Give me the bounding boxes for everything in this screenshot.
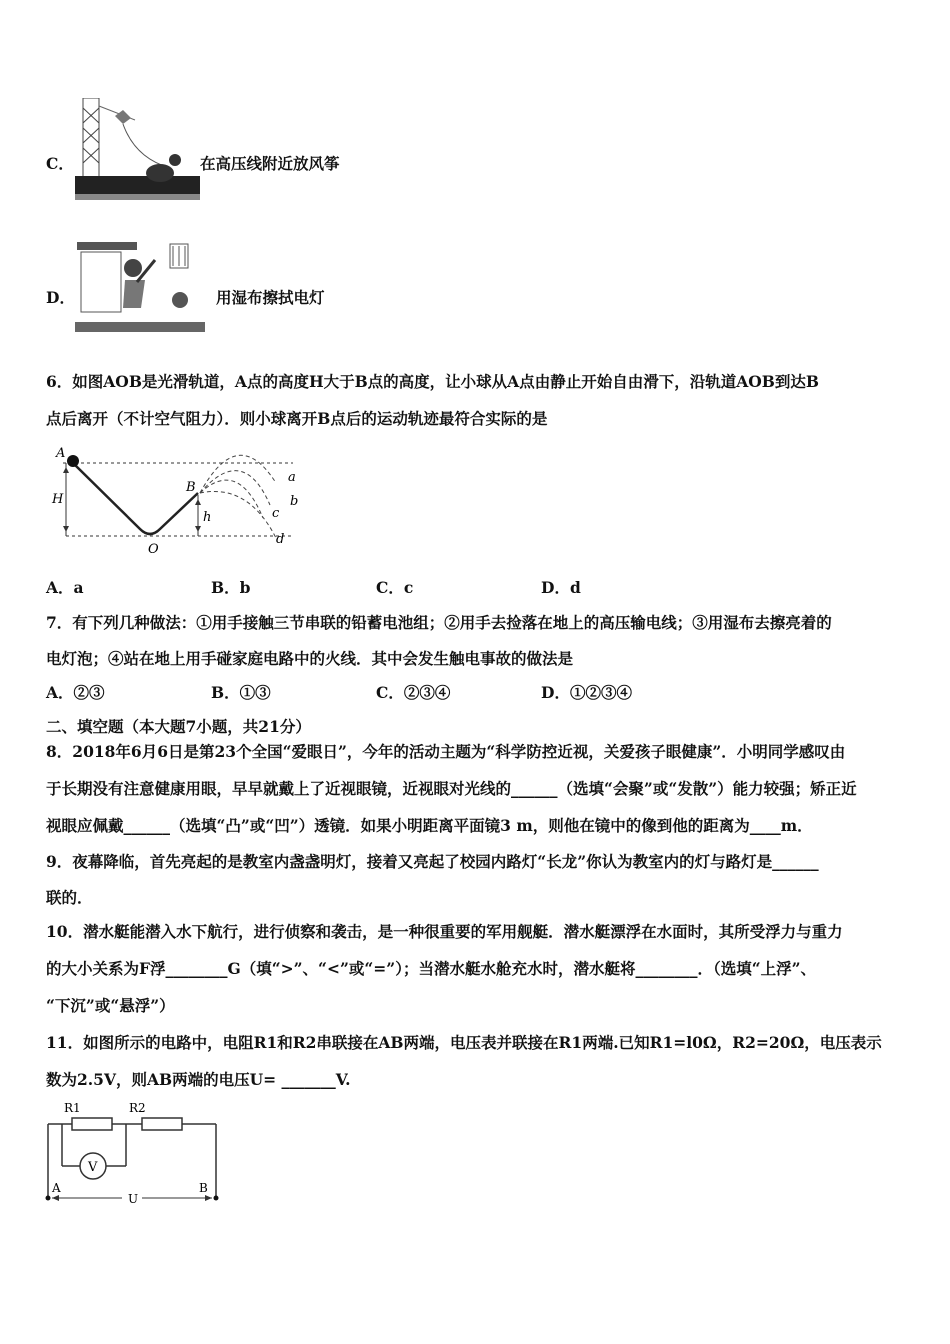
figure-label-curve-c: c: [272, 506, 280, 521]
q6-option-a: A．a: [46, 578, 84, 597]
q7-option-d: D．①②③④: [541, 683, 632, 702]
q8-line1: 8．2018年6月6日是第23个全国“爱眼日”，今年的活动主题为“科学防控近视，关爱孩子眼健康”．小明同学感叹由: [46, 742, 846, 761]
q6-line2: 点后离开（不计空气阻力）．则小球离开B点后的运动轨迹最符合实际的是: [46, 409, 548, 428]
figure-label-a-point: A: [56, 446, 66, 461]
q11-line1: 11．如图所示的电路中，电阻R1和R2串联接在AB两端，电压表并联接在R1两端.已知R1=l0Ω，R2=20Ω，电压表示: [46, 1033, 882, 1052]
q7-option-a: A．②③: [46, 683, 105, 702]
q6-option-c: C．c: [376, 578, 414, 597]
q9-line2: 联的．: [46, 888, 93, 907]
option-d-letter: D．: [46, 288, 75, 307]
section-2-heading: 二、填空题（本大题7小题，共21分）: [46, 717, 311, 736]
circuit-label-r2: R2: [129, 1101, 146, 1115]
q11-line2: 数为2.5V，则AB两端的电压U= _______V.: [46, 1070, 351, 1089]
option-c-text: 在高压线附近放风筝: [200, 154, 340, 173]
circuit-label-r1: R1: [64, 1101, 81, 1115]
circuit-label-v: V: [88, 1160, 98, 1175]
q6-option-b: B．b: [211, 578, 251, 597]
figure-label-small-h: h: [203, 510, 212, 525]
q7-option-b: B．①③: [211, 683, 271, 702]
kite-near-power-line-image: [75, 98, 200, 202]
q6-line1: 6．如图AOB是光滑轨道，A点的高度H大于B点的高度，让小球从A点由静止开始自由滑下，沿轨道AOB到达B: [46, 372, 819, 391]
q8-line2: 于长期没有注意健康用眼，早早就戴上了近视眼镜，近视眼对光线的______（选填“会聚”或“发散”）能力较强；矫正近: [46, 779, 857, 798]
q10-line2: 的大小关系为F浮________G（填“>”、“<”或“=”）；当潜水艇水舱充水时，潜水艇将________．（选填“上浮”、: [46, 959, 817, 978]
q7-line1: 7．有下列几种做法：①用手接触三节串联的铅蓄电池组；②用手去捡落在地上的高压输电线；③用湿布去擦亮着的: [46, 613, 832, 632]
figure-label-h-height: H: [52, 492, 64, 507]
q9-line1: 9．夜幕降临，首先亮起的是教室内盏盏明灯，接着又亮起了校园内路灯“长龙”你认为教室内的灯与路灯是______: [46, 852, 819, 871]
q7-line2: 电灯泡；④站在地上用手碰家庭电路中的火线．其中会发生触电事故的做法是: [46, 649, 574, 668]
circuit-label-a: A: [52, 1181, 61, 1195]
resistor-r1: [72, 1118, 112, 1130]
circuit-label-u: U: [128, 1192, 139, 1206]
q10-line1: 10．潜水艇能潜入水下航行，进行侦察和袭击，是一种很重要的军用舰艇．潜水艇漂浮在水面时，其所受浮力与重力: [46, 922, 843, 941]
q8-line3: 视眼应佩戴______（选填“凸”或“凹”）透镜．如果小明距离平面镜3 m，则他在镜中的像到他的距离为____m．: [46, 816, 813, 835]
circuit-label-b: B: [199, 1181, 208, 1195]
resistor-r2: [142, 1118, 182, 1130]
q7-option-c: C．②③④: [376, 683, 451, 702]
figure-label-curve-b: b: [290, 494, 298, 509]
q6-track-figure: [48, 443, 298, 558]
q10-line3: “下沉”或“悬浮”）: [46, 996, 175, 1015]
figure-label-o-point: O: [148, 542, 159, 557]
option-d-text: 用湿布擦拭电灯: [216, 288, 325, 307]
wet-cloth-wiping-lamp-image: [75, 238, 205, 332]
q11-circuit-diagram: [44, 1098, 224, 1208]
figure-label-curve-a: a: [288, 470, 296, 485]
option-c-letter: C．: [46, 154, 74, 173]
figure-label-curve-d: d: [276, 532, 285, 547]
q6-option-d: D．d: [541, 578, 581, 597]
figure-label-b-point: B: [186, 480, 196, 495]
